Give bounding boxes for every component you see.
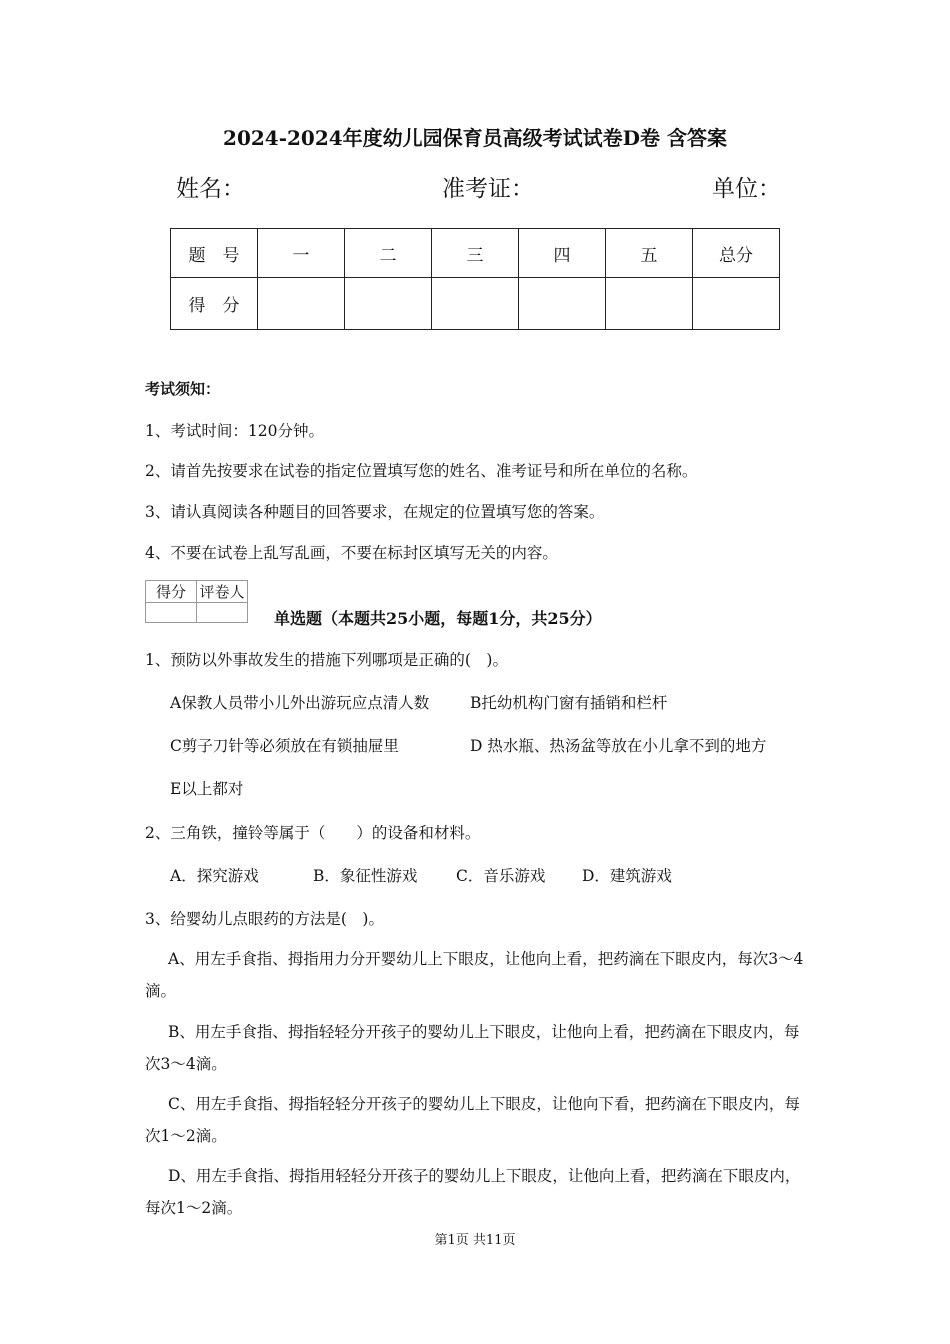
question-stem: 1、预防以外事故发生的措施下列哪项是正确的( )。 <box>145 651 508 669</box>
score-cell[interactable] <box>693 278 780 330</box>
name-field-label: 姓名： <box>176 176 245 202</box>
grader-box <box>145 580 248 623</box>
section-title: 单选题（本题共25小题，每题1分，共25分） <box>274 609 602 628</box>
exam-id-field-label: 准考证： <box>442 176 534 202</box>
question-option: C剪子刀针等必须放在有锁抽屉里 <box>170 737 399 755</box>
score-cell[interactable] <box>519 278 606 330</box>
grader-name-cell[interactable] <box>197 603 248 623</box>
page-title: 2024-2024年度幼儿园保育员高级考试试卷D卷 含答案 <box>223 126 727 150</box>
score-cell[interactable] <box>606 278 693 330</box>
question-option: C．音乐游戏 <box>456 867 546 885</box>
page-footer: 第1页 共11页 <box>434 1233 516 1248</box>
unit-field-label: 单位： <box>712 176 781 202</box>
question-option: A．探究游戏 <box>170 867 259 885</box>
score-header-cell: 二 <box>345 229 432 278</box>
question-option: C、用左手食指、拇指轻轻分开孩子的婴幼儿上下眼皮，让他向下看，把药滴在下眼皮内，每次1～2滴。 <box>145 1095 800 1145</box>
score-header-cell: 四 <box>519 229 606 278</box>
score-table-header-row <box>171 229 780 278</box>
grader-score-label: 得分 <box>146 581 197 603</box>
score-header-cell: 三 <box>432 229 519 278</box>
question-option: B、用左手食指、拇指轻轻分开孩子的婴幼儿上下眼皮，让他向上看，把药滴在下眼皮内，每次3～4滴。 <box>145 1023 800 1073</box>
notice-item: 4、不要在试卷上乱写乱画，不要在标封区填写无关的内容。 <box>145 544 558 562</box>
notice-heading: 考试须知： <box>145 380 221 398</box>
score-cell[interactable] <box>432 278 519 330</box>
score-row-label: 得 分 <box>171 278 258 330</box>
score-header-cell: 总分 <box>693 229 780 278</box>
notice-item: 3、请认真阅读各种题目的回答要求，在规定的位置填写您的答案。 <box>145 503 605 521</box>
score-cell[interactable] <box>258 278 345 330</box>
grader-name-label: 评卷人 <box>197 581 248 603</box>
question-option: E以上都对 <box>170 780 244 798</box>
question-option: B托幼机构门窗有插销和栏杆 <box>470 694 668 712</box>
score-header-cell: 题 号 <box>171 229 258 278</box>
question-stem: 2、三角铁，撞铃等属于（ ）的设备和材料。 <box>145 824 481 842</box>
question-option: A、用左手食指、拇指用力分开婴幼儿上下眼皮，让他向上看，把药滴在下眼皮内，每次3～4滴。 <box>145 950 804 1000</box>
score-table-score-row <box>171 278 780 330</box>
score-table <box>170 228 780 330</box>
notice-item: 1、考试时间：120分钟。 <box>145 422 324 440</box>
score-cell[interactable] <box>345 278 432 330</box>
score-header-cell: 一 <box>258 229 345 278</box>
notice-item: 2、请首先按要求在试卷的指定位置填写您的姓名、准考证号和所在单位的名称。 <box>145 462 698 480</box>
score-header-cell: 五 <box>606 229 693 278</box>
question-option: D．建筑游戏 <box>582 867 672 885</box>
question-option: B．象征性游戏 <box>313 867 418 885</box>
question-option: D 热水瓶、热汤盆等放在小儿拿不到的地方 <box>470 737 767 755</box>
question-option: D、用左手食指、拇指用轻轻分开孩子的婴幼儿上下眼皮，让他向上看，把药滴在下眼皮内，每次1～2滴。 <box>145 1167 801 1217</box>
question-stem: 3、给婴幼儿点眼药的方法是( )。 <box>145 910 384 928</box>
question-option: A保教人员带小儿外出游玩应点清人数 <box>170 694 430 712</box>
grader-score-cell[interactable] <box>146 603 197 623</box>
